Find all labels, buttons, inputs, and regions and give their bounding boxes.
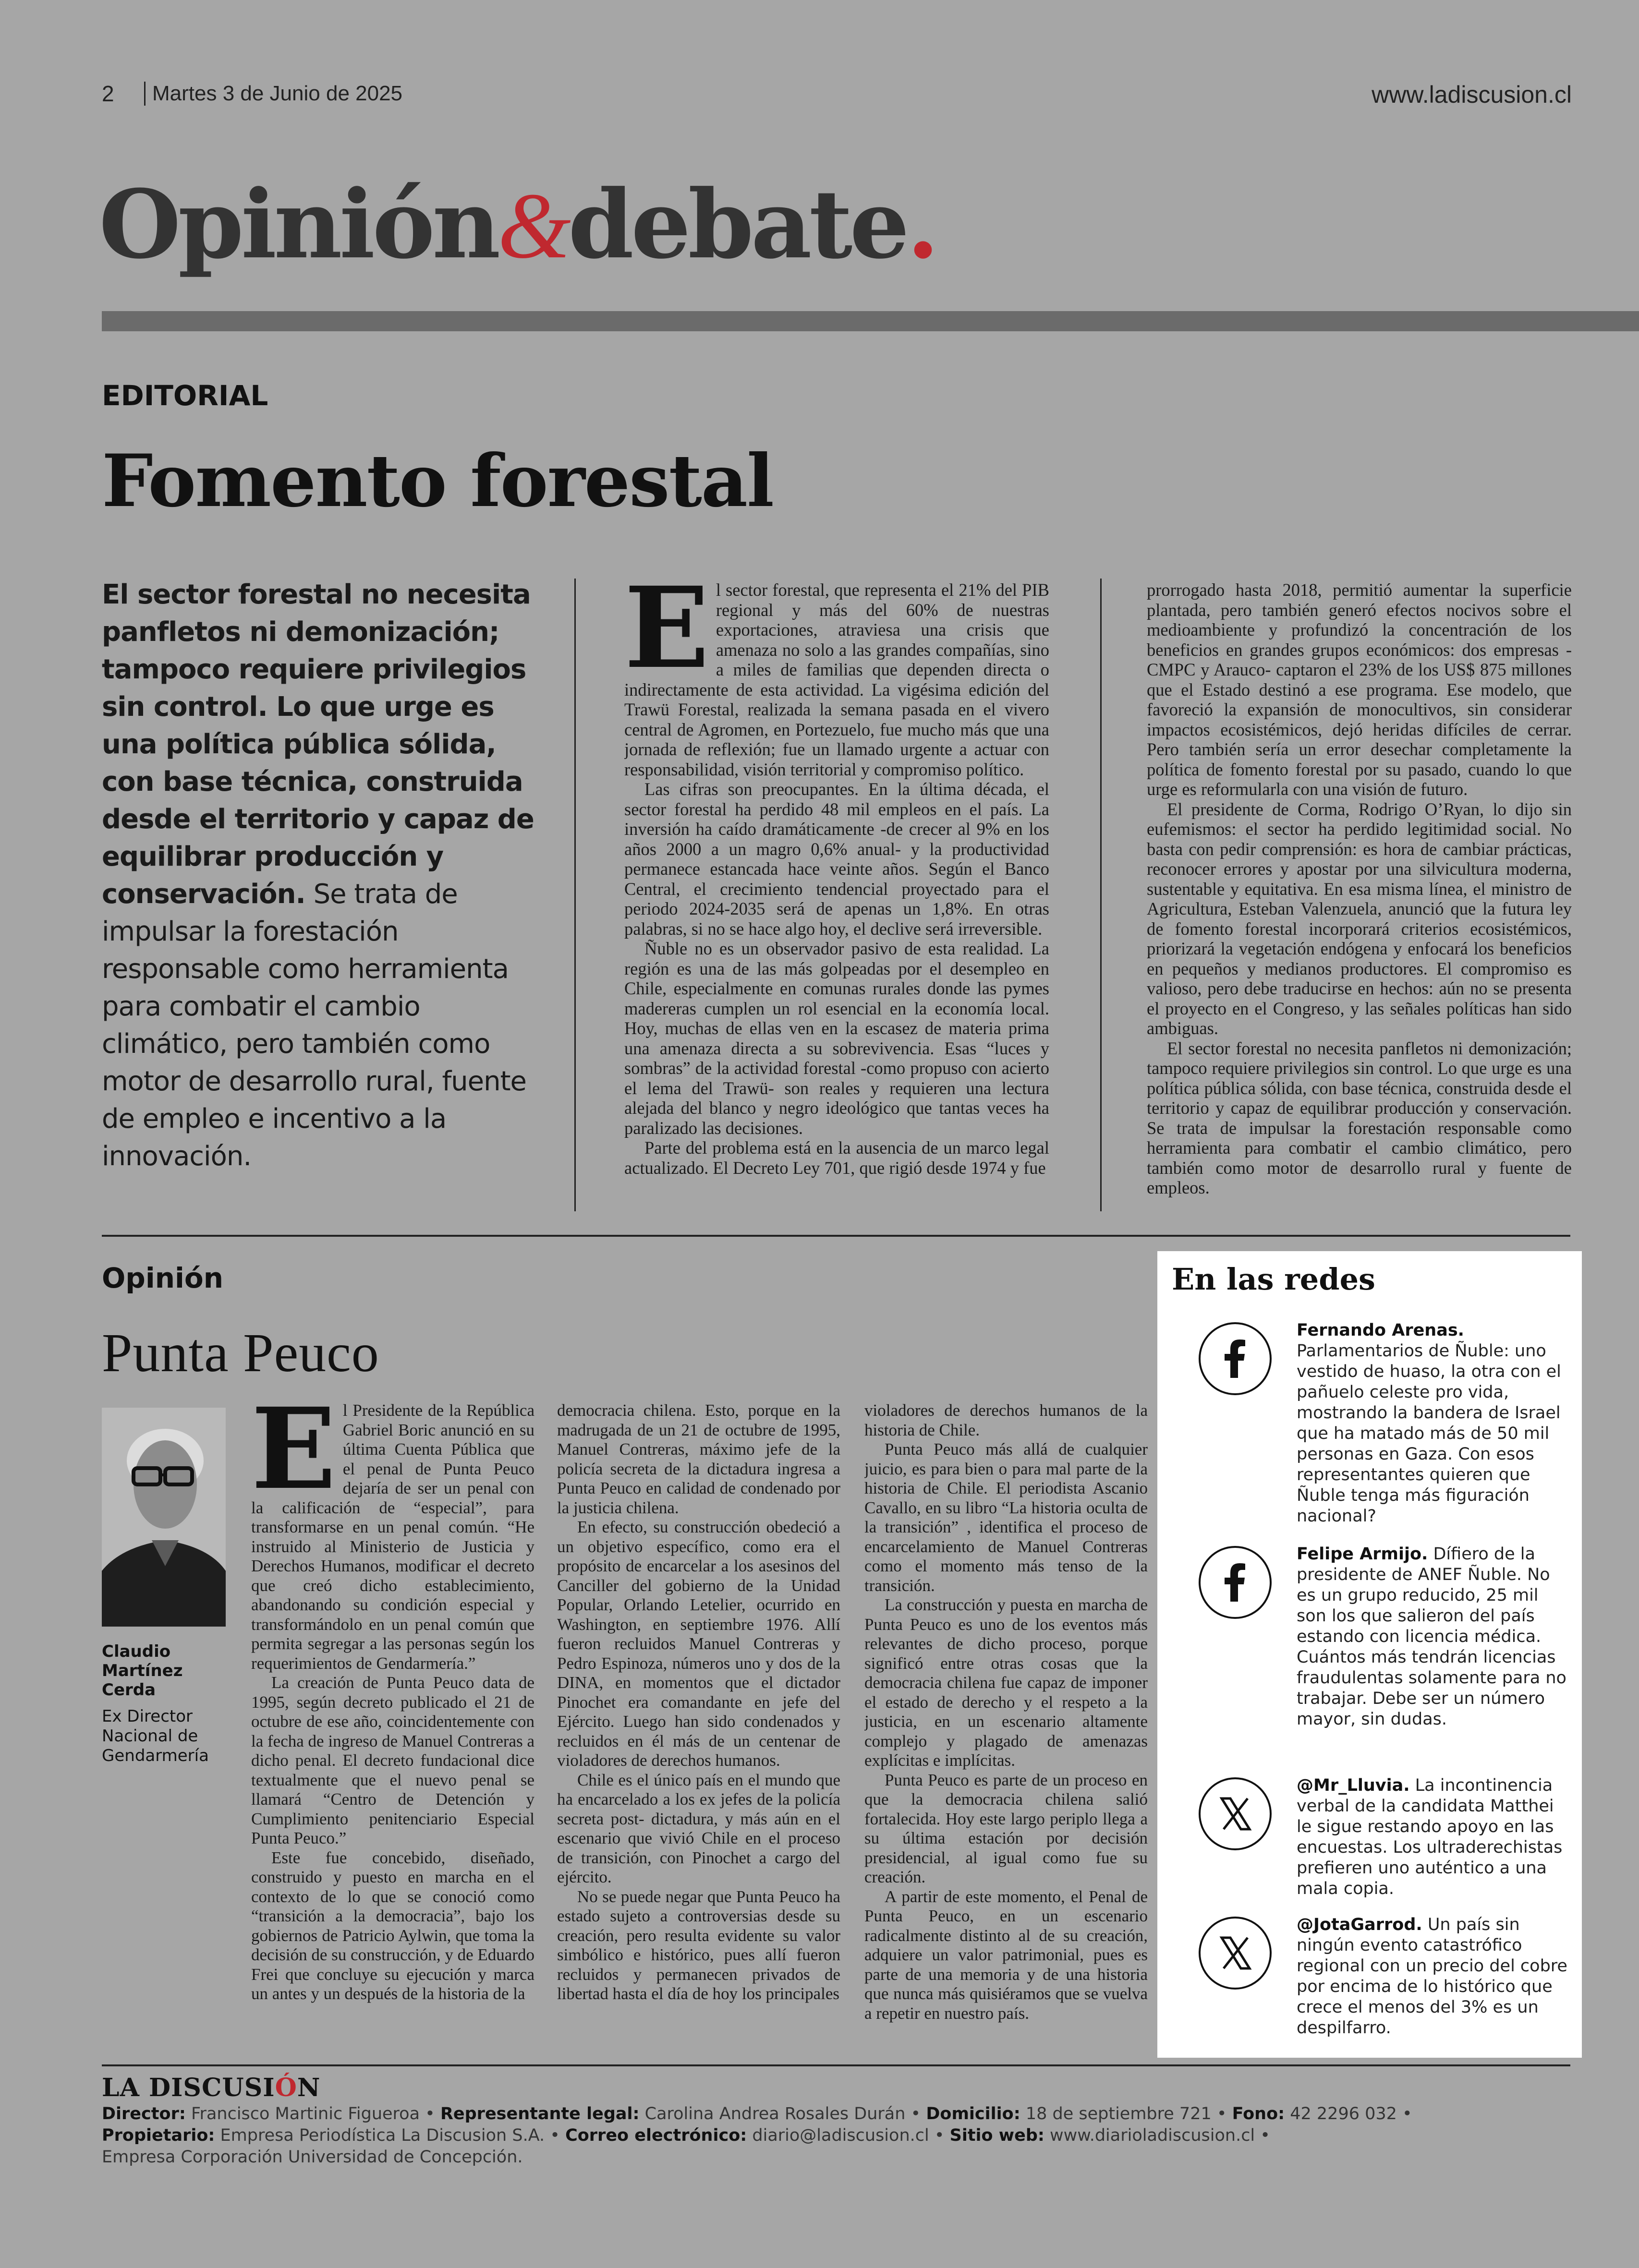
opinion-paragraph: La construcción y puesta en marcha de Punta Peuco es uno de los eventos más relevantes de dicho proceso, porque significó entre otras cosas que la democracia chilena fue capaz de imponer el estado de derecho y el respeto a la justicia, en un escenario altamente complejo y plagado de amenazas explícitas e implícitas.	[864, 1595, 1148, 1770]
editorial-dropcap: E	[624, 580, 709, 693]
section-title-dot: .	[906, 169, 937, 280]
social-post-handle: @JotaGarrod.	[1297, 1915, 1422, 1934]
section-title	[99, 169, 937, 280]
opinion-paragraph: Chile es el único país en el mundo que ha encarcelado a los ex jefes de la policía secreta post- dictadura, y más aún en el escenario que vivió Chile en el proceso de transición, con Pinochet a cargo del ejército.	[557, 1770, 840, 1886]
footer-value: 18 de septiembre 721 •	[1020, 2104, 1232, 2123]
section-title-part-b: debate	[568, 169, 907, 280]
social-post-text	[1297, 1775, 1570, 1899]
footer-value: Empresa Periodística La Discusion S.A. •	[215, 2126, 566, 2145]
editorial-lead	[102, 576, 534, 1175]
footer-brand	[102, 2073, 320, 2102]
social-post-text	[1297, 1320, 1570, 1527]
footer-web-link[interactable]: www.diarioladiscusion.cl •	[1044, 2126, 1270, 2145]
footer-label: Fono:	[1232, 2104, 1285, 2123]
opinion-column-2	[557, 1401, 840, 2044]
footer-label: Representante legal:	[440, 2104, 640, 2123]
social-post-handle: Fernando Arenas.	[1297, 1321, 1464, 1340]
editorial-column-3	[1147, 580, 1572, 1218]
author-photo	[102, 1408, 226, 1627]
x-icon	[1199, 1917, 1272, 1990]
editorial-lead-bold: El sector forestal no necesita panfletos ni demonización; tampoco requiere privilegios sin control. Lo que urge es una política pública sólida, con base técnica, construida desde el territorio y capaz de equilibrar producción y conservación.	[102, 579, 534, 910]
x-icon	[1199, 1777, 1272, 1850]
social-post-body: Un país sin ningún evento catastrófico regional con un precio del cobre por encima de lo histórico que crece el menos del 3% es un despilfarro.	[1297, 1915, 1567, 2038]
column-divider	[1100, 579, 1102, 1211]
opinion-headline: Punta Peuco	[102, 1322, 379, 1383]
section-title-part-a: Opinión	[99, 169, 498, 280]
author-name: Claudio Martínez Cerda	[102, 1642, 183, 1700]
section-rule	[102, 311, 1639, 331]
footer-label: Propietario:	[102, 2126, 215, 2145]
opinion-column-1	[251, 1401, 534, 2044]
social-post-handle: @Mr_Lluvia.	[1297, 1776, 1410, 1795]
opinion-paragraph: La creación de Punta Peuco data de 1995, según decreto publicado el 21 de octubre de ese año, coincidentemente con la fecha de ingreso de Manuel Contreras a dicho penal. El decreto fundacional dice textualmente que el nuevo penal se llamará “Centro de Detención y Cumplimiento penitenciario Especial Punta Peuco.”	[251, 1673, 534, 1847]
editorial-paragraph: prorrogado hasta 2018, permitió aumentar la superficie plantada, pero también generó efectos nocivos sobre el medioambiente y profundizó la concentración de los beneficios en grandes grupos económicos: dos empresas -CMPC y Arauco- captaron el 23% de los US$ 875 millones que el Estado destinó a ese programa. Ese modelo, que favoreció la expansión de monocultivos, sin considerar impactos ecosistémicos, dejó heridas difíciles de cerrar. Pero también sería un error desechar completamente la política de fomento forestal por su pasado, cuando lo que urge es reformularla con una visión de futuro.	[1147, 580, 1572, 799]
editorial-column-2	[624, 580, 1049, 1218]
footer-label: Correo electrónico:	[565, 2126, 747, 2145]
opinion-paragraph: violadores de derechos humanos de la historia de Chile.	[864, 1401, 1148, 1439]
facebook-icon	[1199, 1546, 1272, 1619]
editorial-lead-regular: Se trata de impulsar la forestación responsable como herramienta para combatir el cambio climático, pero también como motor de desarrollo rural, fuente de empleo e incentivo a la innovación.	[102, 879, 526, 1172]
opinion-paragraph: A partir de este momento, el Penal de Punta Peuco, en un escenario radicalmente distinto al de su creación, adquiere un valor patrimonial, pues es parte de una memoria y de una historia que nunca más quisiéramos que se vuelva a repetir en nuestro país.	[864, 1887, 1148, 2023]
opinion-paragraph: Este fue concebido, diseñado, construido y puesto en marcha en el contexto de lo que se conoció como “transición a la democracia”, bajo los gobiernos de Patricio Aylwin, que toma la decisión de su construcción, y de Eduardo Frei que concluye su ejecución y marca un antes y un después de la historia de la	[251, 1848, 534, 2003]
website-link[interactable]: www.ladiscusion.cl	[1372, 81, 1572, 108]
opinion-kicker: Opinión	[102, 1262, 224, 1294]
social-box	[1157, 1251, 1582, 2058]
social-post-body: La incontinencia verbal de la candidata Matthei le sigue restando apoyo en las encuestas. Los ultraderechistas prefieren uno auténtico a una mala copia.	[1297, 1776, 1563, 1898]
footer-brand-text: N	[297, 2073, 321, 2102]
footer-credits-line	[102, 2126, 1270, 2145]
facebook-icon	[1199, 1322, 1272, 1395]
editorial-paragraph: Las cifras son preocupantes. En la última década, el sector forestal ha perdido 48 mil empleos en el país. La inversión ha caído dramáticamente -de crecer al 9% en los años 2000 a un magro 0,6% anual- y la productividad permanece estancada hace veinte años. Según el Banco Central, el crecimiento tendencial proyectado para el periodo 2024-2035 será de apenas un 1,8%. En otras palabras, si no se hace algo hoy, el declive será irreversible.	[624, 779, 1049, 939]
opinion-paragraph: Punta Peuco más allá de cualquier juicio, es para bien o para mal parte de la historia de Chile. El periodista Ascanio Cavallo, en su libro “La historia oculta de la transición” , identifica el proceso de encarcelamiento de Manuel Contreras como el momento más tenso de la transición.	[864, 1440, 1148, 1595]
footer-brand-text: LA DISCUSI	[102, 2073, 275, 2102]
editorial-paragraph: Parte del problema está en la ausencia de un marco legal actualizado. El Decreto Ley 701, que rigió desde 1974 y fue	[624, 1138, 1049, 1178]
opinion-paragraph: En efecto, su construcción obedeció a un objetivo específico, como era el propósito de encarcelar a los asesinos del Canciller del gobierno de la Unidad Popular, Orlando Letelier, ocurrido en Washington, en septiembre 1976. Allí fueron recluidos Manuel Contreras y Pedro Espinoza, números uno y dos de la DINA, en momentos que el dictador Pinochet era comandante en jefe del Ejército. Luego han sido condenados y recluidos en él más de un centenar de violadores de derechos humanos.	[557, 1518, 840, 1770]
section-divider	[102, 1235, 1570, 1237]
footer-label: Domicilio:	[926, 2104, 1020, 2123]
footer-value: Francisco Martinic Figueroa •	[185, 2104, 440, 2123]
footer-label: Director:	[102, 2104, 186, 2123]
footer-email-link[interactable]: diario@ladiscusion.cl •	[747, 2126, 950, 2145]
footer-divider	[102, 2064, 1570, 2066]
opinion-paragraph: l Presidente de la República Gabriel Boric anunció en su última Cuenta Pública que el penal de Punta Peuco dejaría de ser un penal con la calificación de “especial”, para transformarse en un penal común. “He instruido al Ministerio de Justicia y Derechos Humanos, modificar el decreto que creó dicho establecimiento, abandonando su condición especial y transformándolo en un penal común que permita segregar a las personas según los requerimientos de Gendarmería.”	[251, 1401, 534, 1673]
social-post-text	[1297, 1915, 1570, 2039]
editorial-headline: Fomento forestal	[102, 439, 774, 523]
opinion-paragraph: democracia chilena. Esto, porque en la madrugada de un 21 de octubre de 1995, Manuel Contreras, máximo jefe de la policía secreta de la dictadura ingresa a Punta Peuco en calidad de condenado por la justicia chilena.	[557, 1401, 840, 1517]
author-title: Ex Director Nacional de Gendarmería	[102, 1707, 209, 1765]
footer-brand-accent: Ó	[275, 2073, 297, 2102]
column-divider	[574, 579, 576, 1211]
social-post-handle: Felipe Armijo.	[1297, 1544, 1428, 1564]
editorial-paragraph: l sector forestal, que representa el 21% del PIB regional y más del 60% de nuestras exportaciones, atraviesa una crisis que amenaza no solo a las grandes compañías, sino a miles de familias que dependen directa o indirectamente de esta actividad. La vigésima edición del Trawü Forestal, realizada la semana pasada en el vivero central de Agromen, en Portezuelo, fue mucho más que una jornada de reflexión; fue un llamado urgente a actuar con responsabilidad, visión territorial y compromiso político.	[624, 580, 1049, 779]
footer-corporation: Empresa Corporación Universidad de Concepción.	[102, 2147, 523, 2167]
issue-date: Martes 3 de Junio de 2025	[144, 82, 402, 106]
page-number: 2	[102, 81, 114, 106]
social-post-body: Dífiero de la presidente de ANEF Ñuble. No es un grupo reducido, 25 mil son los que salieron del país estando con licencia médica. Cuántos más tendrán licencias fraudulentas solamente para no trabajar. Debe ser un número mayor, sin dudas.	[1297, 1544, 1566, 1729]
editorial-kicker: EDITORIAL	[102, 379, 268, 412]
opinion-paragraph: Punta Peuco es parte de un proceso en que la democracia chilena salió fortalecida. Hoy este largo periplo llega a su última estación por decisión presidencial, al igual como fue su creación.	[864, 1770, 1148, 1886]
opinion-paragraph: No se puede negar que Punta Peuco ha estado sujeto a controversias desde su creación, pero resulta evidente su valor simbólico e histórico, pues allí fueron recluidos y permanecen privados de libertad hasta el día de hoy los principales	[557, 1887, 840, 2003]
social-box-title: En las redes	[1172, 1262, 1375, 1297]
footer-credits-line	[102, 2104, 1412, 2123]
opinion-dropcap: E	[251, 1401, 336, 1514]
footer-value: 42 2296 032 •	[1285, 2104, 1412, 2123]
social-post-body: Parlamentarios de Ñuble: uno vestido de huaso, la otra con el pañuelo celeste pro vida, mostrando la bandera de Israel que ha matado más de 50 mil personas en Gaza. Con esos representantes quieren que Ñuble tenga más figuración nacional?	[1297, 1341, 1561, 1526]
social-post-text	[1297, 1544, 1570, 1730]
editorial-paragraph: Ñuble no es un observador pasivo de esta realidad. La región es una de las más golpeadas por el desempleo en Chile, especialmente en comunas rurales donde las pymes madereras cumplen un rol esencial en la economía local. Hoy, muchas de ellas ven en la escasez de materia prima una amenaza directa a su sobrevivencia. Esas “luces y sombras” de la actividad forestal -como propuso con acierto el lema del Trawü- son reales y requieren una lectura alejada del blanco y negro ideológico que tantas veces ha paralizado las decisiones.	[624, 939, 1049, 1138]
editorial-paragraph: El presidente de Corma, Rodrigo O’Ryan, lo dijo sin eufemismos: el sector ha perdido legitimidad social. No basta con pedir comprensión: es hora de cambiar prácticas, reconocer errores y apostar por una silvicultura moderna, sustentable y equitativa. En esa misma línea, el ministro de Agricultura, Esteban Valenzuela, anunció que la futura ley de fomento forestal incorporará criterios ecosistémicos, priorizará la vegetación endógena y enfocará los beneficios en pequeños y medianos productores. El compromiso es valioso, pero debe traducirse en hechos: aún no se presenta el proyecto en el Congreso, y las señales políticas han sido ambiguas.	[1147, 799, 1572, 1038]
footer-label: Sitio web:	[949, 2126, 1044, 2145]
editorial-paragraph: El sector forestal no necesita panfletos ni demonización; tampoco requiere privilegios sin control. Lo que urge es una política pública sólida, con base técnica, construida desde el territorio y capaz de equilibrar producción y conservación. Se trata de impulsar la forestación responsable como herramienta para combatir el cambio climático, pero también como motor de desarrollo rural y fuente de empleos.	[1147, 1038, 1572, 1197]
opinion-column-3	[864, 1401, 1148, 2044]
footer-value: Carolina Andrea Rosales Durán •	[639, 2104, 926, 2123]
section-title-ampersand: &	[498, 174, 568, 278]
